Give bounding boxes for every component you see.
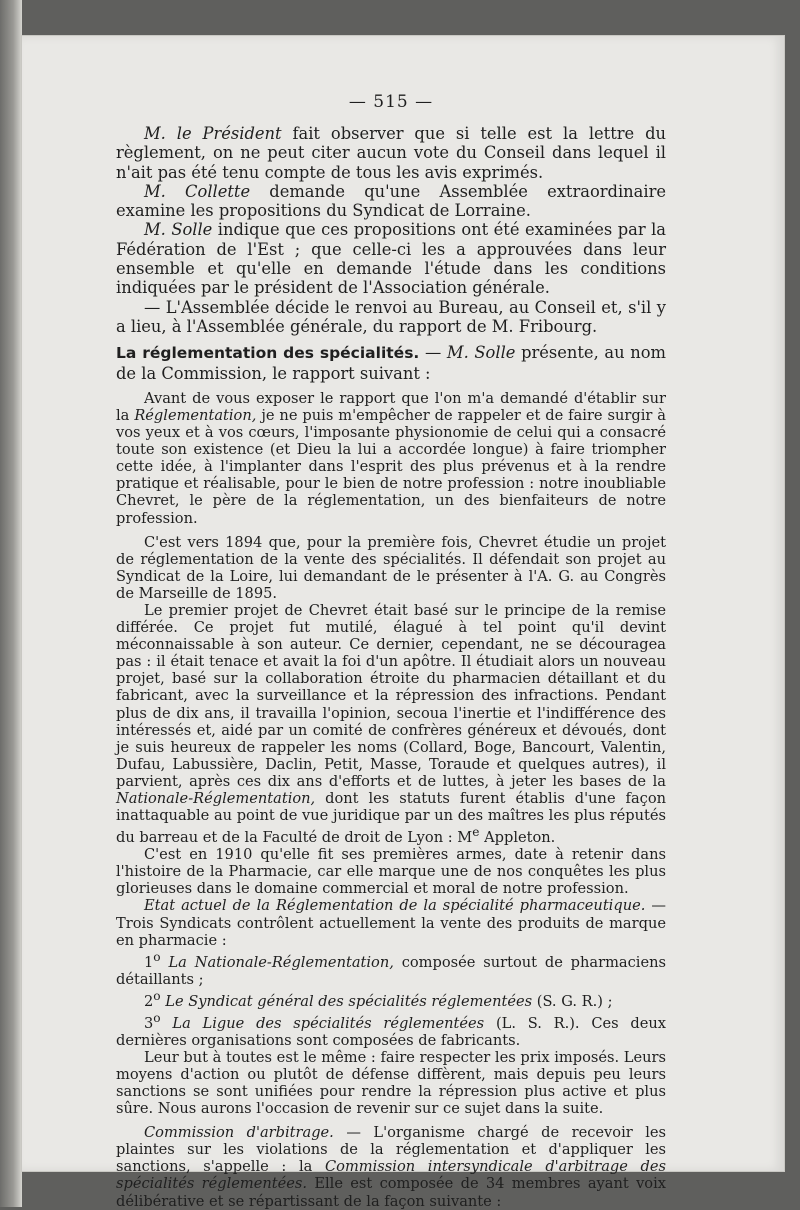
paragraph-collette — [116, 182, 666, 221]
paragraph-common-goal: Leur but à toutes est le même : faire respecter les prix imposés. Leurs moyens d'action ou plutôt de défense diffèrent, mais depuis peu leurs sanctions se sont unifiées pour rendre la répression plus active et plus sûre. Nous aurons l'occasion de revenir sur ce sujet dans la suite. — [116, 1048, 666, 1118]
subheading: Commission d'arbitrage. — [144, 1124, 334, 1142]
paragraph-president — [116, 124, 666, 182]
document-page — [22, 36, 784, 1210]
paragraph-report-intro: Avant de vous exposer le rapport que l'on m'a demandé d'établir sur la Réglementation, je ne puis m'empêcher de rappeler et de faire surgir à vos yeux et à vos cœurs, l'imposante physionomie de celui qui a consacré toute son existence (et Dieu la lui a accordée longue) à faire triompher cette idée, à l'implanter dans l'esprit des plus prévenus et à la rendre pratique et réalisable, pour le bien de notre profession : notre inoubliable Chevret, le père de la réglementation, un des bienfaiteurs de notre profession. — [116, 389, 666, 527]
page-number: — 515 — — [348, 92, 434, 112]
paragraph-history-1894: C'est vers 1894 que, pour la première fois, Chevret étudie un projet de réglementation de la vente des spécialités. Il défendait son projet au Syndicat de la Loire, lui demandant de le présenter à l'A. G. au Congrès de Marseille de 1895. — [116, 533, 666, 602]
paragraph-first-project: Le premier projet de Chevret était basé sur le principe de la remise différée. Ce projet fut mutilé, élagué à tel point qu'il devint méconnaissable à son auteur. Ce dernier, cependant, ne se découragea pas : il était tenace et avait la foi d'un apôtre. Il étudiait alors un nouveau projet, basé sur la collaboration étroite du pharmacien détaillant et du fabricant, avec la surveillance et la répression des infractions. Pendant plus de dix ans, il travailla l'opinion, secoua l'inertie et l'indifférence des intéressés et, aidé par un comité de confrères généreux et dévoués, dont je suis heureux de rappeler les noms (Collard, Boge, Bancourt, Valentin, Dufau, Labussière, Daclin, Petit, Masse, Toraude et quelques autres), il parvient, après ces dix ans d'efforts et de luttes, à jeter les bases de la Nationale-Réglementation, dont les statuts furent établis d'une façon inattaquable au point de vue juridique par un des maîtres les plus réputés du barreau et de la Faculté de droit de Lyon : Me Appleton. — [116, 601, 666, 847]
subheading: Etat actuel de la Réglementation de la spécialité pharmaceutique. — [144, 897, 646, 915]
paragraph-text: présente, au nom de la Commission, le rapport suivant : — [116, 343, 666, 383]
paragraph-1910: C'est en 1910 qu'elle fit ses premières armes, date à retenir dans l'histoire de la Pharmacie, car elle marque une de nos conquêtes les plus glorieuses dans le domaine commercial et moral de notre profession. — [116, 846, 666, 898]
section-heading-paragraph: La réglementation des spécialités. — M. Solle présente, au nom de la Commission, le rapport suivant : — [116, 343, 666, 383]
page-content — [116, 92, 666, 1210]
paragraph-current-state: Etat actuel de la Réglementation de la spécialité pharmaceutique. — Trois Syndicats contrôlent actuellement la vente des produits de marque en pharmacie : — [116, 897, 666, 949]
speaker-name: M. Solle — [446, 343, 516, 363]
paragraph-text: indique que ces propositions ont été examinées par la Fédération de l'Est ; que celle-ci les a approuvées dans leur ensemble et qu'elle en demande l'étude dans les conditions indiquées par le président de l'Association générale. — [116, 220, 666, 298]
adjacent-page-edge — [0, 0, 22, 1207]
speaker-name: M. Collette — [144, 181, 251, 201]
list-item: 3$^o$ La Ligue des spécialités réglementées (L. S. R.). Ces deux dernières organisations sont composées de fabricants. — [116, 1010, 667, 1049]
paragraph-assembly-decision: — L'Assemblée décide le renvoi au Bureau, au Conseil et, s'il y a lieu, à l'Assemblée générale, du rapport de M. Fribourg. — [116, 297, 666, 336]
list-item: 1$^o$ La Nationale-Réglementation, composée surtout de pharmaciens détaillants ; — [116, 949, 666, 988]
speaker-name: M. Solle — [144, 220, 213, 240]
paragraph-arbitration: Commission d'arbitrage. — L'organisme chargé de recevoir les plaintes sur les violations de la réglementation et d'appliquer les sanctions, s'appelle : la Commission intersyndicale d'arbitrage des spécialités réglementées. Elle est composée de 34 membres ayant voix délibérative et se répartissant de la façon suivante : — [116, 1124, 666, 1210]
paragraph-text: fait observer que si telle est la lettre du règlement, on ne peut citer aucun vote du Conseil dans lequel il n'ait pas été tenu compte de tous les avis exprimés. — [116, 124, 666, 182]
section-heading: La réglementation des spécialités. — [116, 344, 420, 363]
paragraph-solle — [116, 220, 666, 297]
speaker-name: M. le Président — [144, 124, 282, 143]
list-item: 2$^o$ Le Syndicat général des spécialités réglementées (S. G. R.) ; — [144, 988, 613, 1010]
paragraph-text: demande qu'une Assemblée extraordinaire examine les propositions du Syndicat de Lorraine. — [116, 181, 666, 221]
